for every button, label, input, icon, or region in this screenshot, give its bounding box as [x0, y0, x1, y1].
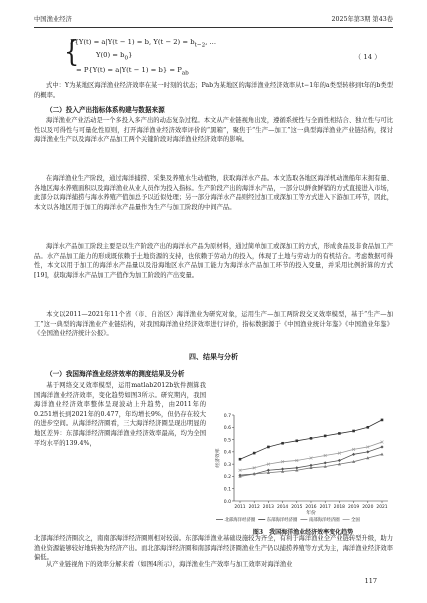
equation-explanation: 式中：Y为某地区海洋渔业经济效率在某一时刻的状态；Pab为某地区的海洋渔业经济效率从t−1年的a类型转移到t年的b类型的概率。	[34, 82, 393, 99]
section-heading-2: （二）投入产出指标体系构建与数据来源	[46, 106, 165, 114]
x-tick-label: 2012	[248, 505, 260, 510]
x-tick-label: 2016	[305, 505, 317, 510]
section-heading-4: 四、结果与分析	[189, 352, 238, 361]
page-number: 117	[364, 577, 377, 585]
header-divider	[34, 27, 393, 28]
journal-name: 中国渔业经济	[34, 16, 72, 23]
x-tick-label: 2018	[333, 505, 345, 510]
section-heading-4-1: （一）我国海洋渔业经济效率的测度结果及分析	[46, 370, 185, 378]
legend-label-3: 全国	[351, 518, 360, 523]
paragraph-4c: 从产业链视角下的效率分解来看（如图4所示），海洋渔业生产效率与加工效率对海洋渔业	[46, 561, 293, 568]
y-tick-label: 0.0	[223, 499, 231, 505]
y-tick-label: 0.7	[223, 413, 231, 419]
data-point	[239, 458, 242, 461]
paragraph-4b: 北部海洋经济圈次之，南南部海洋经济圈则相对较弱。东部海洋渔业基础设施较为齐全，有利于海洋渔业全产业链转型升级，助力渔业资源能够较好地转换为经济产出。而北部海洋经济圈和南部海洋经济圈渔业生产仍以捕捞养殖等方式为主，海洋渔业经济效率偏低。	[34, 535, 393, 562]
data-point	[352, 453, 355, 456]
x-axis-label: 年份	[306, 511, 316, 516]
x-tick-label: 2021	[376, 505, 388, 510]
x-tick-label: 2017	[319, 505, 331, 510]
paragraph-2d: 本文以2011—2021年11个省（市、自治区）海洋渔业为研究对象，运用生产—加工两阶段交叉效率模型，基于“生产—加工”这一典型的海洋渔业产业链结构，对我国海洋渔业经济效率进行评价，指标数据源于《中国渔业统计年鉴》《中国渔业年鉴》《全国渔业经济统计公报》。	[34, 311, 393, 338]
data-point	[366, 450, 369, 453]
x-tick-label: 2013	[262, 505, 274, 510]
data-point	[310, 437, 313, 440]
equation-line-2: $Y(0) = b_0$}	[96, 51, 133, 62]
figure-caption: 图3 我国海洋渔业经济效率变化趋势	[252, 529, 354, 536]
equation-line-3: = $P\{Y(t) = a|Y(t - 1) = b\} = P_{ab}$	[76, 66, 189, 77]
y-tick-label: 0.6	[223, 426, 231, 432]
page-header	[34, 14, 393, 26]
x-tick-label: 2014	[277, 505, 289, 510]
equation-number: （ 14 ）	[354, 53, 381, 61]
data-point	[324, 461, 327, 464]
y-tick-label: 0.5	[223, 438, 231, 444]
paragraph-4a: 基于网络交叉效率模型，运用matlab2012b软件测算我国海洋渔业经济效率，变化趋势如图3所示。研究期内，我国海洋渔业经济效率整体呈现波动上升趋势，由2011年的0.251增长到2021年的0.477，年均增长9%，但仍存在较大的进步空间。从海洋经济圈看，三大海洋经济圈呈现出明显的地区差异：东部海洋经济圈海洋渔业经济效率最高，均为全国平均水平的139.4%，	[34, 382, 206, 447]
data-point	[296, 440, 299, 443]
y-tick-label: 0.4	[223, 450, 231, 456]
issue-info: 2025年第3期 第43卷	[331, 16, 393, 23]
data-point	[367, 426, 370, 429]
y-tick-label: 0.2	[223, 475, 231, 481]
y-tick-label: 0.3	[223, 462, 231, 468]
data-point	[338, 432, 341, 435]
x-tick-label: 2011	[234, 505, 246, 510]
equation-brace: {	[64, 35, 80, 69]
legend-label-1: 东部海洋经济圈	[266, 518, 298, 523]
x-tick-label: 2020	[362, 505, 374, 510]
data-point	[380, 453, 383, 456]
data-point	[281, 442, 284, 445]
data-point	[338, 459, 341, 462]
y-tick-label: 0.1	[223, 487, 231, 493]
x-tick-label: 2019	[348, 505, 360, 510]
data-point	[380, 445, 383, 448]
efficiency-trend-chart	[212, 409, 394, 525]
data-point	[352, 430, 355, 433]
data-point	[381, 419, 384, 422]
paragraph-2b: 在海洋渔业生产阶段，通过海洋捕捞、采集及养殖水生动植物，获取海洋水产品。本文选取各地区海洋机动渔船年末拥有量、各地区海水养殖面积以及海洋渔业从业人员作为投入指标。生产阶段产出的海洋水产品，一部分以鲜食鲜销的方式直接进入市场，此部分以海洋捕捞与海水养殖产值加总予以近似处理；另一部分海洋水产品则经过加工或深加工等方式进入下游加工环节，因此，本文以各地区用于加工的海洋水产品量作为生产与加工阶段的中间产品。	[34, 175, 393, 211]
data-point	[267, 446, 270, 449]
y-axis-label: 经济效率	[216, 448, 221, 468]
legend-label-2: 南部海洋经济圈	[308, 518, 340, 523]
series-line-0	[240, 447, 382, 475]
x-tick-label: 2015	[291, 505, 303, 510]
equation-line-1: P{Y(t) = a|Y(t − 1) = b, $Y(t - 2) = b_{t-2}$, ...	[70, 38, 216, 49]
data-point	[324, 435, 327, 438]
paragraph-2a: 海洋渔业产业活动是一个多投入多产出的动态复杂过程。本文从产业链视角出发，遵循系统性与全面性相结合、独立性与可比性以及可得性与可量化性原则，打开海洋渔业经济效率评价的“黑箱”，聚焦于“生产—加工”这一典型海洋渔业产业链结构，探讨海洋渔业生产以及海洋水产品加工两个关键阶段对海洋渔业经济效率的影响。	[34, 117, 393, 144]
legend-label-0: 北部海洋经济圈	[224, 518, 256, 523]
data-point	[253, 452, 256, 455]
paragraph-2c: 海洋水产品加工阶段主要是以生产阶段产出的海洋水产品为原材料，通过简单加工或深加工的方式，形成食品及非食品加工产品。水产品加工能力的形成既依赖于土地资源的支持，也依赖于劳动力的投入，体现了土地与劳动力的有机结合。考虑数据可得性，本文以用于加工的海洋水产品量以及沿海地区水产品加工能力为海洋水产品加工环节的投入变量，并采用比例折算的方式[19]，获取海洋水产品加工产值作为加工阶段的产出变量。	[34, 243, 393, 279]
